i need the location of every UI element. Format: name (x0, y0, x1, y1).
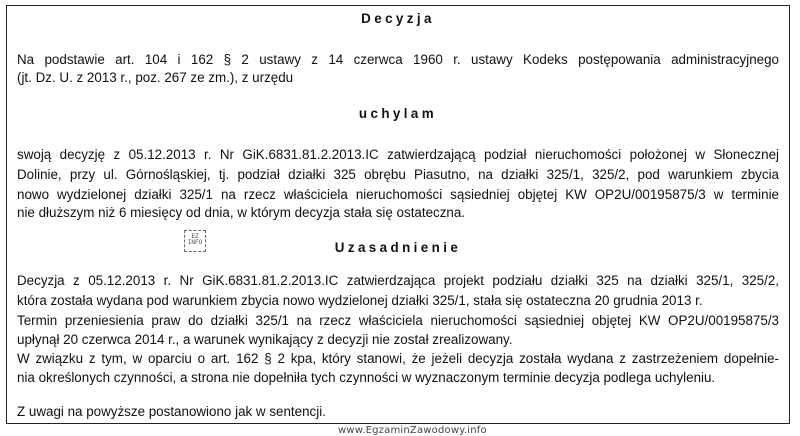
decision-line-4: nie dłuższym niż 6 miesięcy od dnia, w którym decyzja stała się ostateczna. (17, 205, 466, 220)
justification-line-4: upłynął 20 czerwca 2014 r., a warunek wynikający z decyzji nie został zrealizowany. (17, 332, 513, 347)
decision-line-2: Dolinie, przy ul. Górnośląskiej, tj. podział działki 325 obrębu Piasutno, na działki 325/1, 325/2, pod warunkiem zbycia (17, 167, 779, 182)
decision-document (6, 5, 790, 424)
watermark: www.EgzaminZawodowy.info (338, 425, 487, 436)
justification-line-6: nia określonych czynności, a strona nie dopełniła tych czynności w wyznaczonym terminie decyzja podlega uchyleniu. (17, 370, 716, 385)
stamp-icon: EZ INFO (184, 230, 206, 252)
intro-line-2: (jt. Dz. U. z 2013 r., poz. 267 ze zm.), z urzędu (17, 70, 294, 85)
document-title: Decyzja (361, 11, 435, 26)
conclusion-line: Z uwagi na powyższe postanowiono jak w sentencji. (17, 404, 326, 419)
justification-heading: Uzasadnienie (334, 240, 462, 255)
justification-line-2: która została wydana pod warunkiem zbycia nowo wydzielonej działki 325/1, stała się ostateczna 20 grudnia 2013 r. (17, 293, 703, 308)
justification-line-5: W związku z tym, w oparciu o art. 162 § 2 kpa, który stanowi, że jeżeli decyzja została wydana z zastrzeżeniem dopełnie- (17, 351, 779, 366)
justification-line-1: Decyzja z 05.12.2013 r. Nr GiK.6831.81.2.2013.IC zatwierdzająca projekt podziału działki 325 na działki 325/1, 325/2, (17, 273, 779, 288)
decision-line-1: swoją decyzję z 05.12.2013 r. Nr GiK.6831.81.2.2013.IC zatwierdzającą podział nieruchomości położonej w Słonecznej (17, 147, 779, 162)
justification-line-3: Termin przeniesienia praw do działki 325/1 na rzecz właściciela nieruchomości sąsiedniej objętej KW OP2U/00195875/3 (17, 313, 779, 328)
decision-heading: uchylam (358, 106, 438, 121)
intro-line-1: Na podstawie art. 104 i 162 § 2 ustawy z 14 czerwca 1960 r. ustawy Kodeks postępowania administracyjnego (17, 52, 779, 67)
decision-line-3: nowo wydzielonej działki 325/1 na rzecz właściciela nieruchomości sąsiedniej objętej KW OP2U/00195875/3 w terminie (17, 187, 779, 202)
